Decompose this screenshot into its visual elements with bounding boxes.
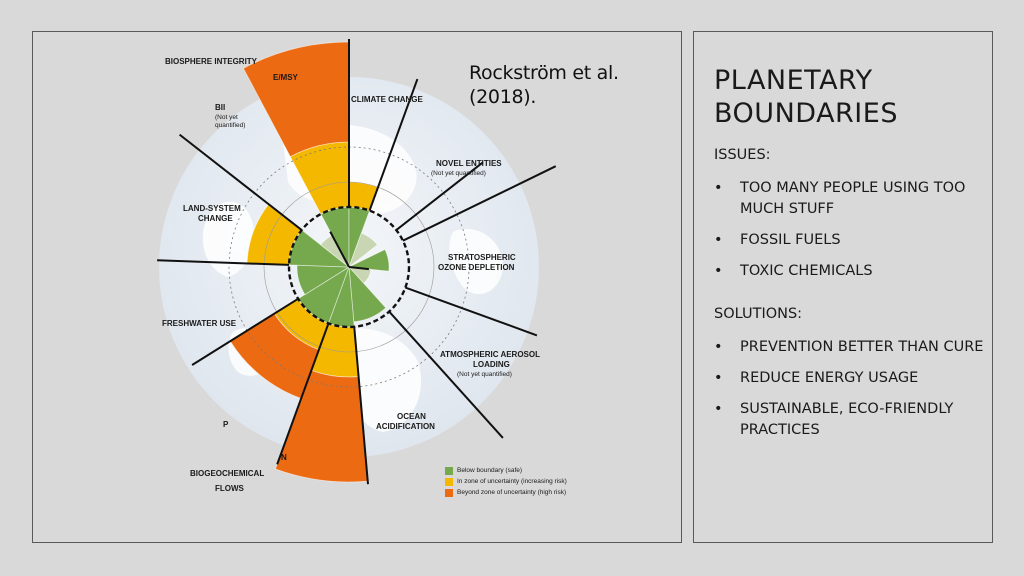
- label-novel-entities: NOVEL ENTITIES: [436, 159, 502, 168]
- legend-swatch-uncertain: [445, 478, 453, 486]
- slide-title-line-1: PLANETARY: [714, 65, 873, 96]
- label-ocean-2: ACIDIFICATION: [376, 422, 435, 431]
- legend: [445, 465, 567, 498]
- label-biogeochemical-1: BIOGEOCHEMICAL: [190, 469, 265, 478]
- label-bii-note-2: quantified): [215, 122, 246, 129]
- label-bii-note-1: (Not yet: [215, 114, 238, 121]
- issue-item: [714, 261, 989, 282]
- solution-text: SUSTAINABLE, ECO-FRIENDLY PRACTICES: [740, 401, 954, 438]
- legend-label-safe: Below boundary (safe): [457, 467, 523, 474]
- label-freshwater: FRESHWATER USE: [162, 319, 237, 328]
- solution-item: [714, 337, 989, 358]
- label-aerosol-2: LOADING: [473, 360, 510, 369]
- legend-item-safe: [445, 465, 567, 476]
- legend-item-uncertain: [445, 476, 567, 487]
- issue-item: [714, 230, 989, 251]
- label-biogeochemical-2: FLOWS: [215, 484, 244, 493]
- solutions-heading: SOLUTIONS:: [714, 306, 803, 322]
- label-land-system-2: CHANGE: [198, 214, 233, 223]
- bullet-icon: •: [714, 232, 723, 248]
- legend-label-uncertain: In zone of uncertainty (increasing risk): [457, 478, 567, 485]
- label-aerosol-1: ATMOSPHERIC AEROSOL: [440, 350, 541, 359]
- solution-item: [714, 399, 989, 441]
- issue-text: FOSSIL FUELS: [740, 232, 841, 248]
- label-n: N: [281, 453, 287, 462]
- label-land-system-1: LAND-SYSTEM: [183, 204, 241, 213]
- legend-swatch-high-risk: [445, 489, 453, 497]
- solutions-list: [714, 337, 989, 451]
- solution-text: PREVENTION BETTER THAN CURE: [740, 339, 984, 355]
- label-aerosol-note: (Not yet quantified): [457, 371, 512, 378]
- legend-item-high-risk: [445, 487, 567, 498]
- issue-text: TOXIC CHEMICALS: [740, 263, 873, 279]
- text-panel: [693, 31, 993, 543]
- diagram-panel: [32, 31, 682, 543]
- slide-title: [714, 64, 898, 130]
- label-p: P: [223, 420, 229, 429]
- label-bii: BII: [215, 103, 226, 112]
- issues-heading: ISSUES:: [714, 147, 771, 163]
- legend-swatch-safe: [445, 467, 453, 475]
- solution-item: [714, 368, 989, 389]
- issue-text: TOO MANY PEOPLE USING TOO MUCH STUFF: [740, 180, 966, 217]
- label-climate-change: CLIMATE CHANGE: [351, 95, 423, 104]
- slide-title-line-2: BOUNDARIES: [714, 98, 898, 129]
- issues-list: [714, 178, 989, 292]
- label-novel-note: (Not yet quantified): [431, 170, 486, 177]
- label-emsy: E/MSY: [273, 73, 298, 82]
- label-ozone-2: OZONE DEPLETION: [438, 263, 515, 272]
- bullet-icon: •: [714, 401, 723, 417]
- bullet-icon: •: [714, 263, 723, 279]
- label-ozone-1: STRATOSPHERIC: [448, 253, 516, 262]
- legend-label-high-risk: Beyond zone of uncertainty (high risk): [457, 489, 567, 496]
- issue-item: [714, 178, 989, 220]
- citation: Rockström et al. (2018).: [469, 62, 619, 108]
- bullet-icon: •: [714, 180, 723, 196]
- bullet-icon: •: [714, 370, 723, 386]
- bullet-icon: •: [714, 339, 723, 355]
- label-ocean-1: OCEAN: [397, 412, 426, 421]
- solution-text: REDUCE ENERGY USAGE: [740, 370, 919, 386]
- label-biosphere-integrity: BIOSPHERE INTEGRITY: [165, 57, 258, 66]
